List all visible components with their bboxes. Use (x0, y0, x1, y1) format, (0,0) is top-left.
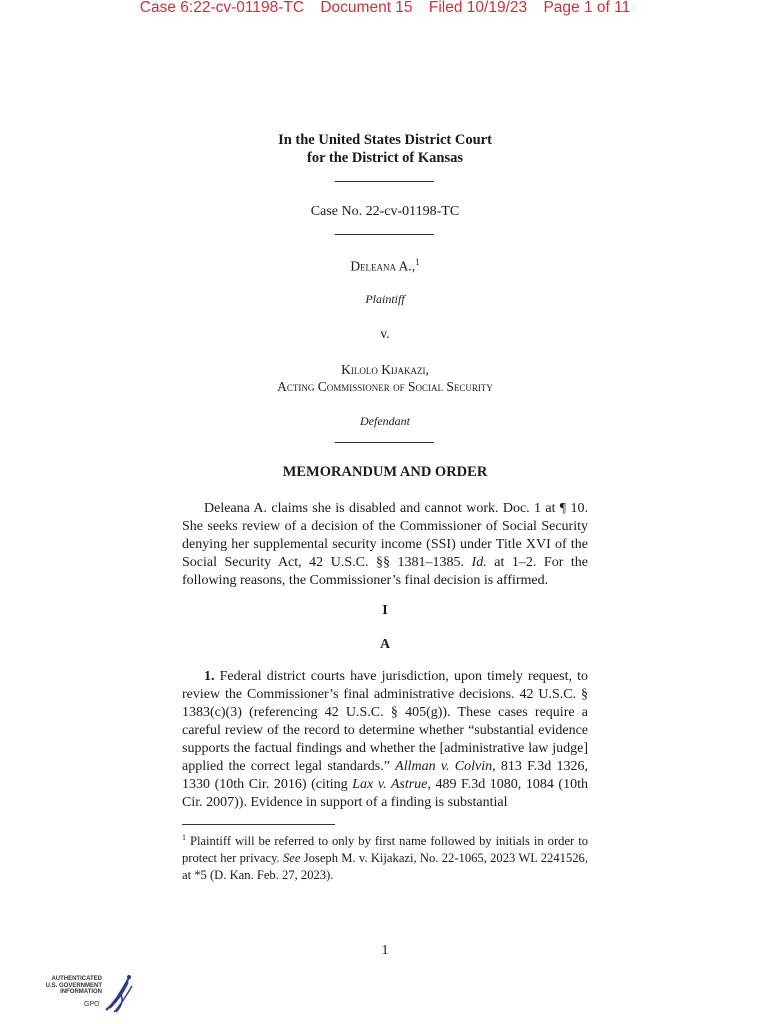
eagle-icon (102, 972, 134, 1016)
divider-1 (335, 181, 434, 182)
defendant-name: Kilolo Kijakazi, (341, 362, 429, 377)
footnote-1: $^1$ Plaintiff will be referred to only by first name followed by initials in order to protect her privacy. See Joseph M. v. Kijakazi, No. 22-1065, 2023 WL 2241526, at *5 (D. Kan. Feb. 27, 2023). (182, 833, 588, 883)
divider-2 (335, 234, 434, 235)
versus: v. (380, 326, 390, 341)
paragraph-number: 1. (204, 669, 215, 684)
court-line-1: In the United States District Court (278, 132, 492, 148)
case-citation-lax: Lax v. Astrue (352, 777, 428, 792)
footnote-marker: 1 (182, 833, 186, 842)
plaintiff-name (0, 257, 770, 275)
footnote-divider (182, 824, 335, 825)
filing-header (0, 0, 770, 18)
intro-paragraph: Deleana A. claims she is disabled and cannot work. Doc. 1 at ¶ 10. She seeks review of a decision of the Commissioner of Social Security denying her supplemental security income (SSI) under Title XVI of the Social Security Act, 42 U.S.C. §§ 1381–1385. Id. at 1–2. For the following reasons, the Commissioner’s final decision is affirmed. (182, 501, 588, 588)
plaintiff-role: Plaintiff (365, 292, 405, 306)
footnote-ref: 1 (415, 257, 420, 267)
court-name (0, 131, 770, 167)
case-citation-allman: Allman v. Colvin (395, 759, 493, 774)
defendant-role: Defendant (360, 414, 410, 428)
document-title: MEMORANDUM AND ORDER (282, 464, 488, 480)
header-filed-date: Filed 10/19/23 (428, 0, 528, 16)
gpo-seal-label: GPO (84, 1001, 100, 1008)
id-citation: Id. (471, 555, 487, 570)
case-number: Case No. 22-cv-01198-TC (310, 204, 460, 219)
page-number: 1 (381, 943, 389, 958)
header-page: Page 1 of 11 (543, 0, 631, 16)
defendant-title: Acting Commissioner of Social Security (277, 379, 493, 394)
header-case-number: Case 6:22-cv-01198-TC (139, 0, 305, 16)
header-document: Document 15 (320, 0, 413, 16)
plaintiff-name-text: Deleana A., (350, 258, 416, 274)
see-signal: See (282, 851, 301, 866)
section-heading: I (382, 603, 388, 618)
gpo-seal-text: AUTHENTICATED U.S. GOVERNMENT INFORMATION (45, 976, 102, 995)
court-line-2: for the District of Kansas (307, 150, 463, 166)
divider-3 (335, 442, 434, 443)
gpo-authentication-seal (44, 972, 134, 1016)
paragraph-1: 1. Federal district courts have jurisdiction, upon timely request, to review the Commissioner’s final administrative decisions. 42 U.S.C. § 1383(c)(3) (referencing 42 U.S.C. § 405(g)). These cases require a careful review of the record to determine whether “substantial evidence supports the factual findings and whether the [administrative law judge] applied the correct legal standards.” Allman v. Colvin, 813 F.3d 1326, 1330 (10th Cir. 2016) (citing Lax v. Astrue, 489 F.3d 1080, 1084 (10th Cir. 2007)). Evidence in support of a finding is substantial (182, 669, 588, 810)
subsection-heading: A (379, 637, 391, 652)
